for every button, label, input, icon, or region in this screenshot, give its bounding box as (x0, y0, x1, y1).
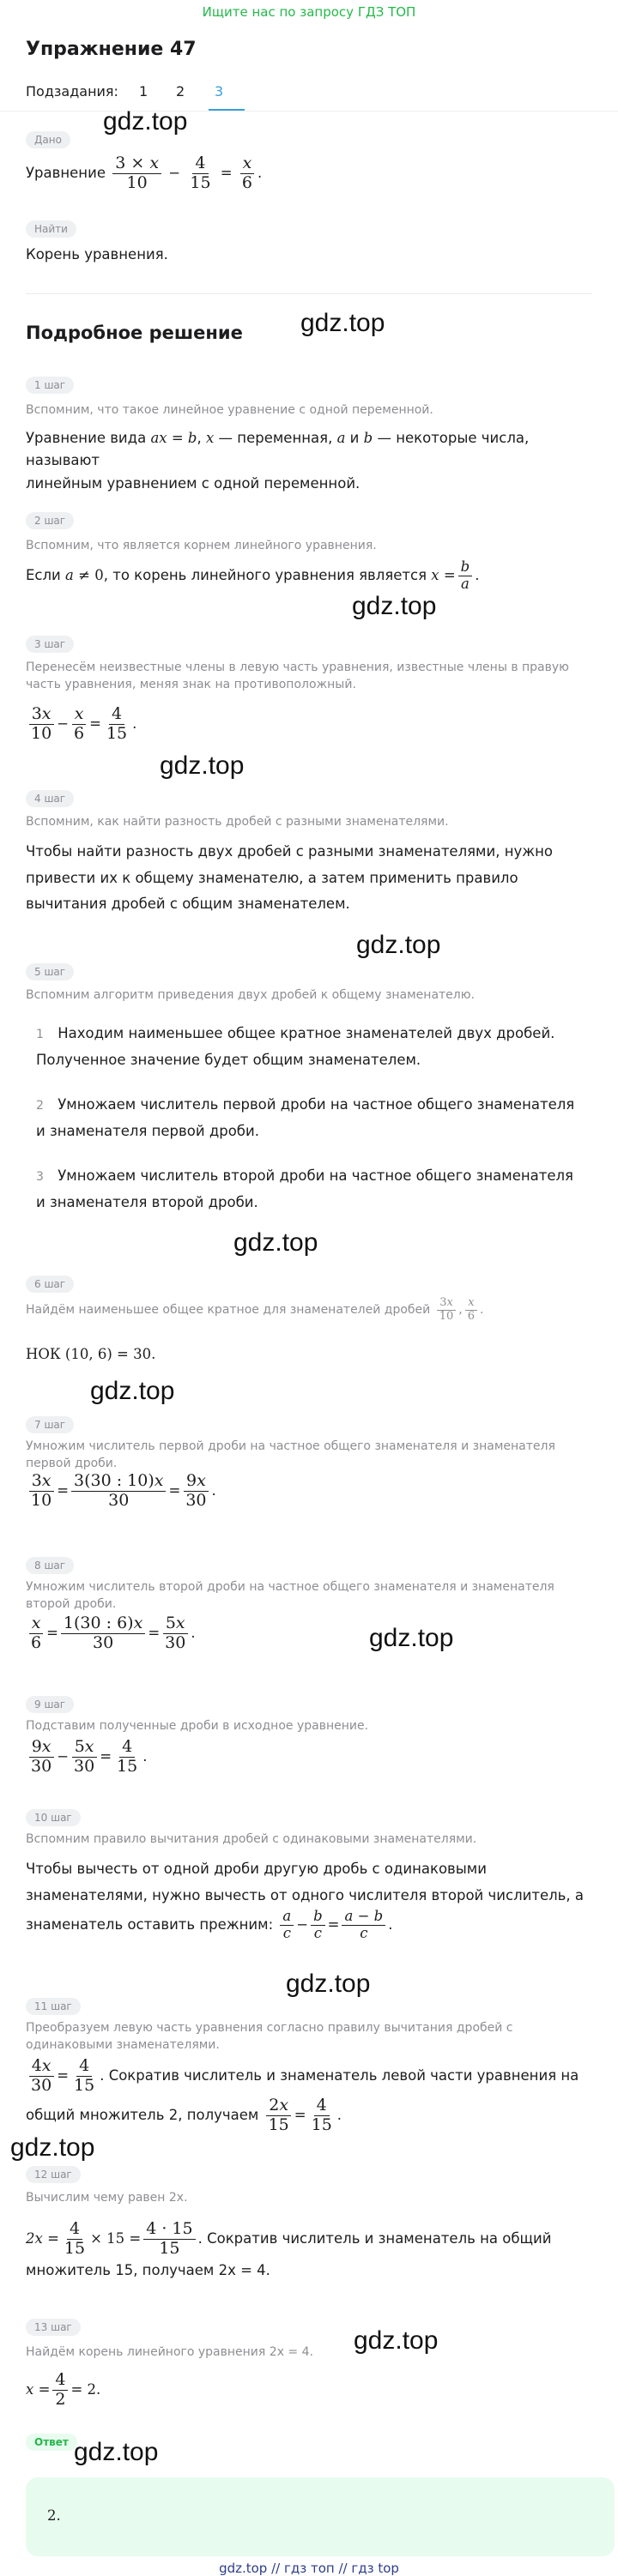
watermark: gdz.top (90, 1377, 175, 1405)
step-4-note: Вспомним, как найти разность дробей с разными знаменателями. (26, 815, 449, 829)
step-6-note: Найдём наименьшее общее кратное для знаменателей дробей $\frac{3x}{10}$ , $\frac{x}{6}$ . (26, 1296, 484, 1323)
watermark: gdz.top (356, 931, 441, 959)
step-12-note: Вычислим чему равен 2x. (26, 2191, 188, 2205)
step-3-equation: $\frac{3x}{10}$ − $\frac{x}{6}$ = $\frac{4}{15}$ . (26, 705, 136, 744)
step-12-chip: 12 шаг (26, 2166, 81, 2183)
step-13-note: Найдём корень линейного уравнения 2x = 4. (26, 2345, 313, 2359)
watermark: gdz.top (300, 309, 385, 337)
step-4-text: Чтобы найти разность двух дробей с разными знаменателями, нужно привести их к общему знаменателю, а затем применить правило вычитания дробей с общим знаменателем. (26, 843, 554, 913)
step-3-chip: 3 шаг (26, 636, 74, 653)
step-9-equation: $\frac{9x}{30}$ − $\frac{5x}{30}$ = $\frac{4}{15}$ . (26, 1738, 147, 1777)
step-3-note: Перенесём неизвестные члены в левую часть уравнения, известные члены в правую часть уравнения, меняя знак на противоположный. (26, 661, 569, 692)
answer-value: 2. (47, 2507, 61, 2524)
step-13-chip: 13 шаг (26, 2319, 81, 2336)
step-4-chip: 4 шаг (26, 790, 74, 807)
watermark: gdz.top (103, 107, 188, 136)
watermark: gdz.top (74, 2438, 159, 2466)
watermark: gdz.top (354, 2326, 439, 2355)
step-9-note: Подставим полученные дроби в исходное уравнение. (26, 1719, 369, 1733)
step-1-chip: 1 шаг (26, 377, 74, 394)
given-equation: Уравнение $\frac{3 \times x}{10}$ − $\frac{4}{15}$ = $\frac{x}{6}$ . (26, 154, 263, 192)
subtasks-label: Подзадания: (26, 83, 118, 100)
list-item: 3 Умножаем числитель второй дроби на частное общего знаменателя и знаменателя второй дроби. (36, 1167, 573, 1210)
step-8-note: Умножим числитель второй дроби на частное общего знаменателя и знаменателя второй дроби. (26, 1580, 554, 1612)
step-5-note: Вспомним алгоритм приведения двух дробей к общему знаменателю. (26, 988, 475, 1002)
step-10-chip: 10 шаг (26, 1809, 81, 1826)
step-11-line-2: общий множитель 2, получаем $\frac{2x}{15}$ = $\frac{4}{15}$ . (26, 2096, 342, 2134)
step-11-line-1: $\frac{4x}{30}$ = $\frac{4}{15}$ . Сократив числитель и знаменатель левой части уравнения на (26, 2057, 579, 2096)
step-6-nok: НОК (10, 6) = 30. (26, 1346, 156, 1362)
step-2-note: Вспомним, что является корнем линейного уравнения. (26, 539, 377, 552)
step-13-equation: x = $\frac{4}{2}$ = 2. (26, 2370, 101, 2409)
step-8-chip: 8 шаг (26, 1557, 74, 1574)
page-title: Упражнение 47 (26, 39, 197, 60)
watermark: gdz.top (352, 592, 437, 620)
watermark: gdz.top (369, 1624, 454, 1652)
solution-title: Подробное решение (26, 323, 243, 343)
step-2-text: Если a ≠ 0 , то корень линейного уравнения является x = $\frac{b}{a}$ . (26, 558, 480, 592)
step-8-equation: $\frac{x}{6}$ = $\frac{1(30 : 6)x}{30}$ = $\frac{5x}{30}$ . (26, 1614, 196, 1653)
step-2-chip: 2 шаг (26, 512, 74, 529)
step-10-text: Чтобы вычесть от одной дроби другую дробь с одинаковыми знаменателями, нужно вычесть от одного числителя второй числитель, а знаменатель оставить прежним: $\frac{a}{c}$ − $\frac{b}{c}$ = $\frac{a - b}{c}$ . (26, 1861, 584, 1941)
step-6-chip: 6 шаг (26, 1276, 74, 1293)
footer-links[interactable]: gdz.top // гдз топ // гдз top (219, 2561, 399, 2576)
top-banner: Ищите нас по запросу ГДЗ ТОП (202, 4, 416, 20)
step-1-text: Уравнение вида ax = b, x — переменная, a и b — некоторые числа, называют линейным уравнением с одной переменной. (26, 430, 530, 492)
tab-subtask-3[interactable]: 3 (215, 83, 224, 100)
tab-subtask-1[interactable]: 1 (139, 83, 148, 100)
step-5-chip: 5 шаг (26, 963, 74, 980)
list-item: 2 Умножаем числитель первой дроби на частное общего знаменателя и знаменателя первой дроби. (36, 1096, 575, 1139)
step-1-note: Вспомним, что такое линейное уравнение с одной переменной. (26, 403, 433, 417)
step-9-chip: 9 шаг (26, 1696, 74, 1713)
list-item: 1 Находим наименьшее общее кратное знаменателей двух дробей. Полученное значение будет общим знаменателем. (36, 1025, 555, 1068)
watermark: gdz.top (160, 751, 245, 780)
find-text: Корень уравнения. (26, 246, 168, 262)
answer-box (26, 2477, 615, 2556)
step-7-note: Умножим числитель первой дроби на частное общего знаменателя и знаменателя первой дроби. (26, 1439, 555, 1471)
step-12-line-1: 2x = $\frac{4}{15}$ × 15 = $\frac{4 \cdot 15}{15}$ . Сократив числитель и знаменатель на общий (26, 2219, 552, 2258)
tabs-divider (0, 111, 618, 112)
watermark: gdz.top (10, 2133, 95, 2162)
step-11-note: Преобразуем левую часть уравнения согласно правилу вычитания дробей с одинаковыми знаменателями. (26, 2021, 513, 2053)
step-7-equation: $\frac{3x}{10}$ = $\frac{3(30 : 10)x}{30}$ = $\frac{9x}{30}$ . (26, 1472, 216, 1511)
watermark: gdz.top (233, 1228, 318, 1257)
answer-chip: Ответ (26, 2434, 77, 2451)
given-chip: Дано (26, 131, 70, 148)
watermark: gdz.top (286, 1970, 371, 1998)
step-10-note: Вспомним правило вычитания дробей с одинаковыми знаменателями. (26, 1832, 477, 1846)
step-11-chip: 11 шаг (26, 1998, 81, 2015)
divider (26, 293, 592, 294)
step-7-chip: 7 шаг (26, 1416, 74, 1433)
tab-subtask-2[interactable]: 2 (176, 83, 185, 100)
step-12-line-2: множитель 15, получаем 2x = 4. (26, 2262, 270, 2278)
find-chip: Найти (26, 220, 76, 238)
given-prefix: Уравнение (26, 165, 106, 182)
